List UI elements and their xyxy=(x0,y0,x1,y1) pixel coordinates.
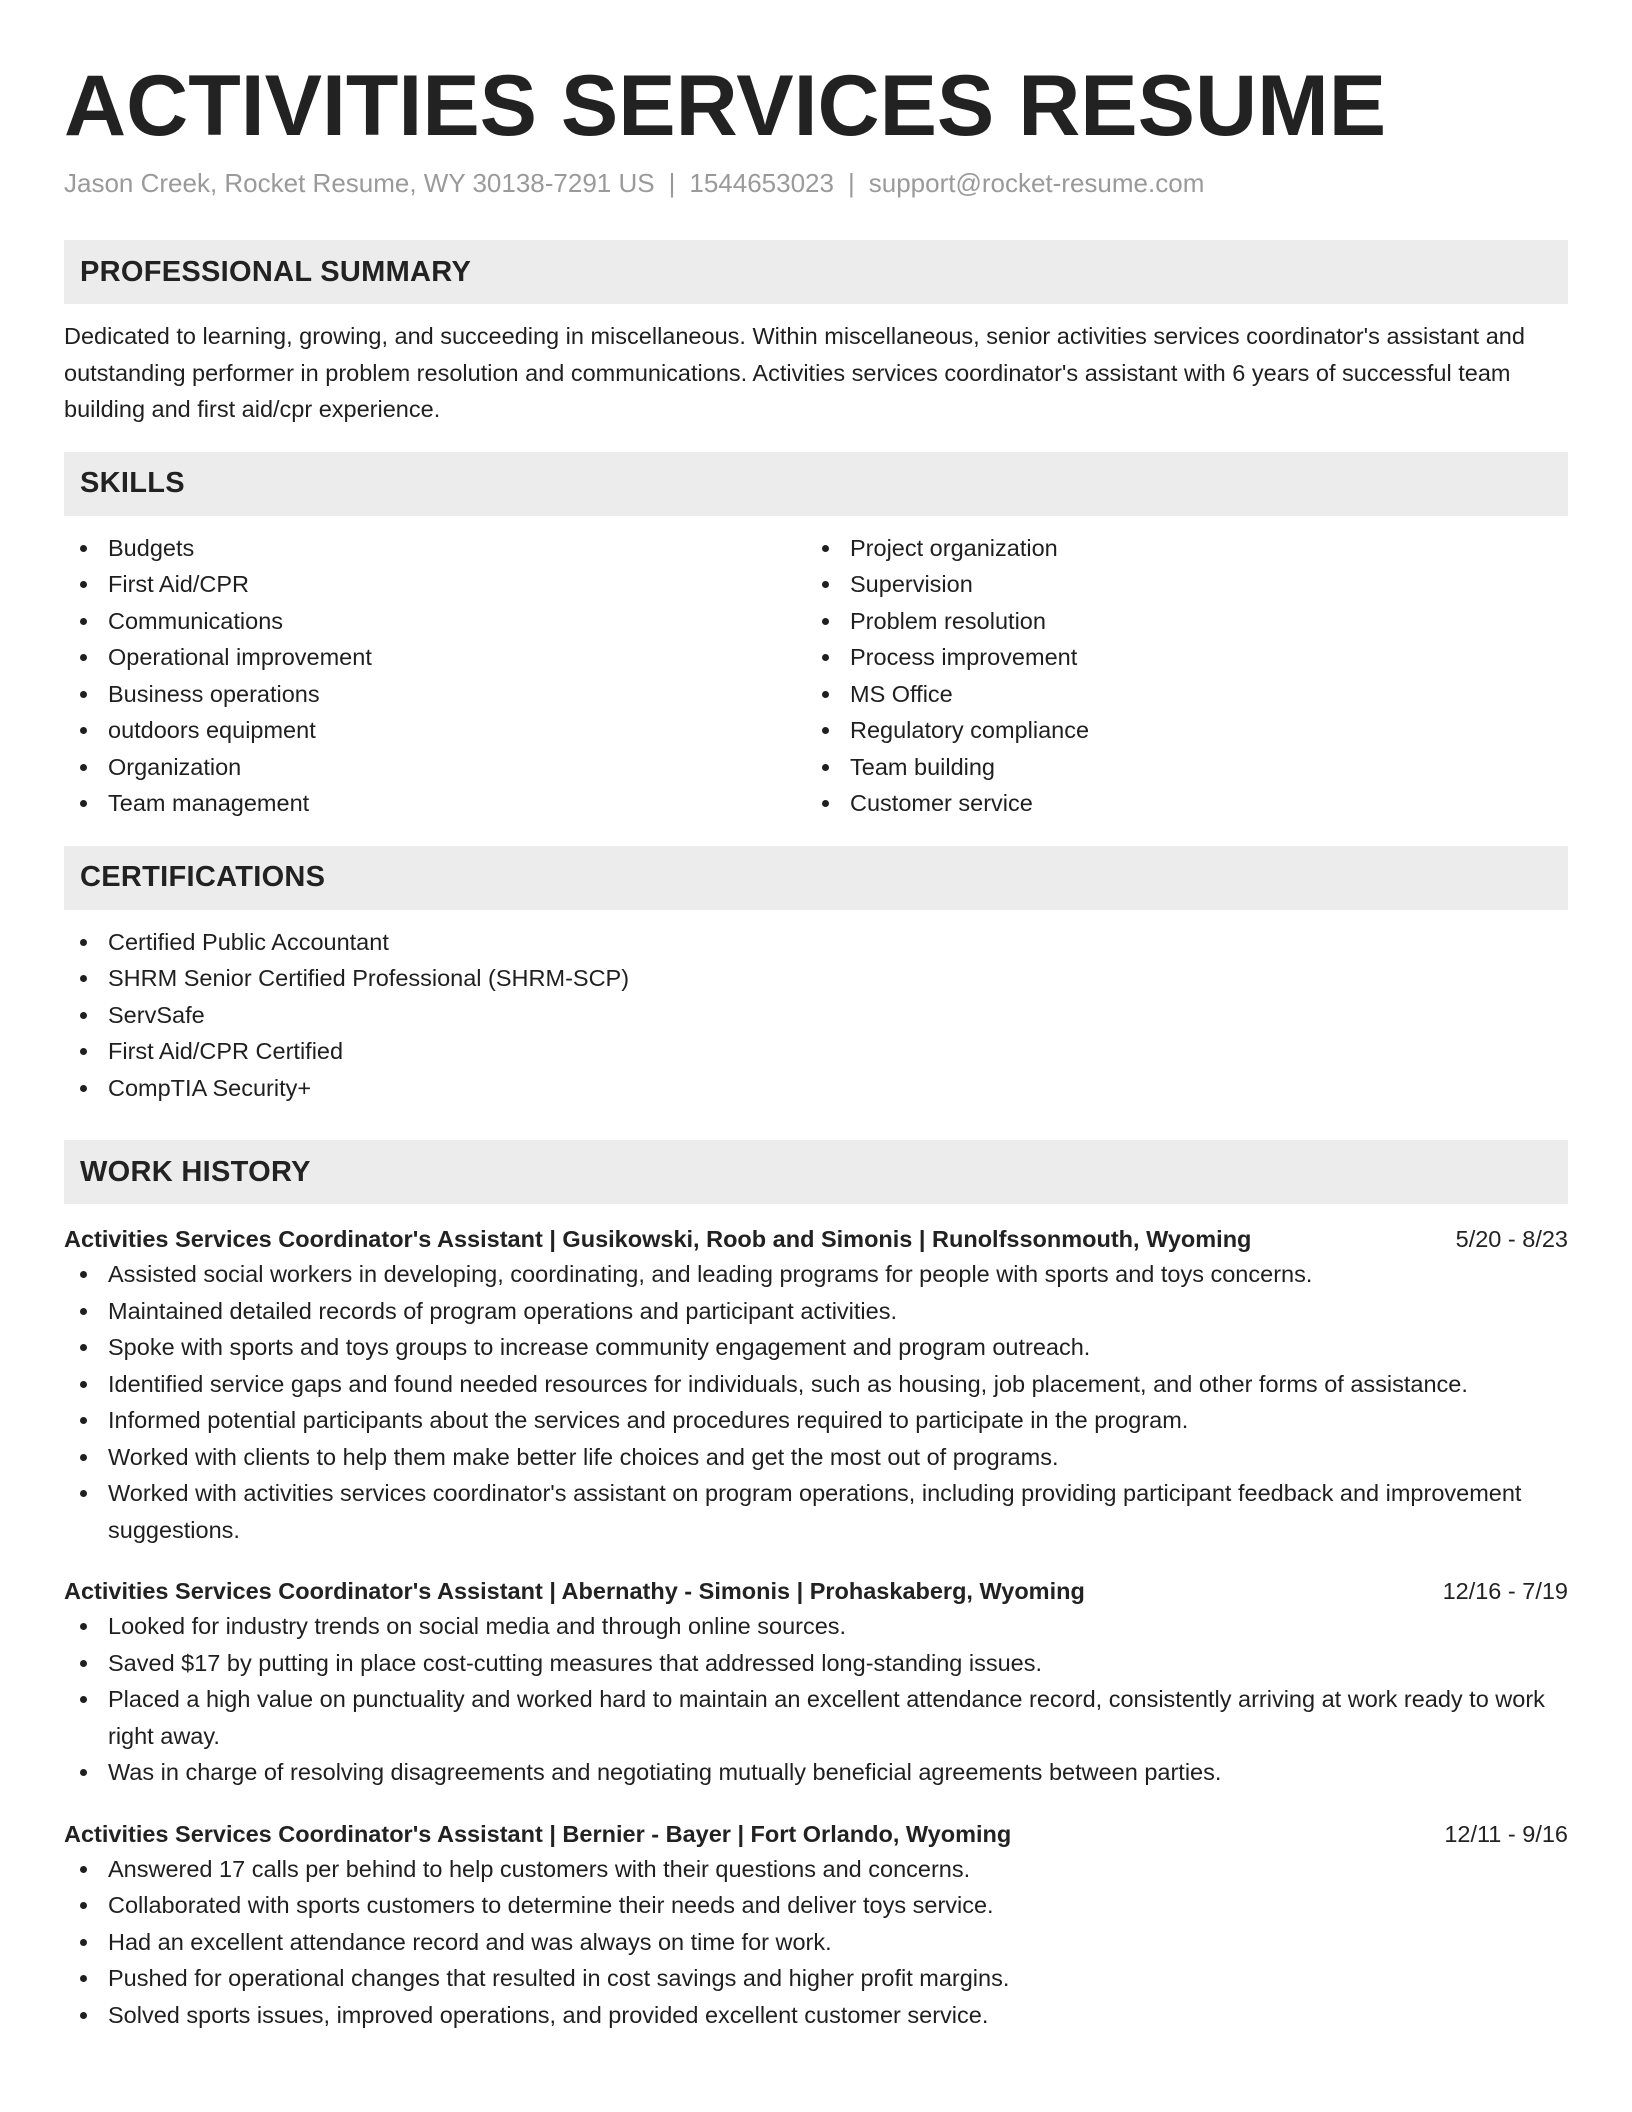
job-bullet: Saved $17 by putting in place cost-cutting measures that addressed long-standing issues. xyxy=(64,1645,1568,1682)
skill-item: Budgets xyxy=(64,530,806,567)
skills-list xyxy=(64,530,1568,822)
job-dates: 12/11 - 9/16 xyxy=(1444,1820,1568,1847)
contact-phone: 1544653023 xyxy=(689,168,834,198)
job-entry xyxy=(64,1817,1568,2034)
contact-email: support@rocket-resume.com xyxy=(868,168,1205,198)
job-bullet: Worked with activities services coordinator's assistant on program operations, including providing participant feedback and improvement suggestions. xyxy=(64,1475,1568,1548)
contact-address: Jason Creek, Rocket Resume, WY 30138-7291 US xyxy=(64,168,655,198)
skill-item: Organization xyxy=(64,749,806,786)
skills-section-header: SKILLS xyxy=(64,452,1568,516)
summary-section-header: PROFESSIONAL SUMMARY xyxy=(64,240,1568,304)
skill-item: Project organization xyxy=(806,530,1548,567)
skill-item: Communications xyxy=(64,603,806,640)
job-bullets xyxy=(64,1256,1568,1548)
job-heading-row xyxy=(64,1222,1568,1256)
skill-item: Business operations xyxy=(64,676,806,713)
certification-item: First Aid/CPR Certified xyxy=(64,1033,1568,1070)
skill-item: Operational improvement xyxy=(64,639,806,676)
job-bullets xyxy=(64,1608,1568,1791)
job-bullet: Pushed for operational changes that resulted in cost savings and higher profit margins. xyxy=(64,1960,1568,1997)
job-bullet: Informed potential participants about the services and procedures required to participate in the program. xyxy=(64,1402,1568,1439)
job-dates: 5/20 - 8/23 xyxy=(1455,1226,1568,1252)
skill-item: Problem resolution xyxy=(806,603,1548,640)
skill-item: Process improvement xyxy=(806,639,1548,676)
skill-item: First Aid/CPR xyxy=(64,566,806,603)
job-bullet: Had an excellent attendance record and was always on time for work. xyxy=(64,1924,1568,1961)
resume-title: ACTIVITIES SERVICES RESUME xyxy=(64,58,1387,154)
job-entry xyxy=(64,1574,1568,1791)
job-bullet: Identified service gaps and found needed resources for individuals, such as housing, job placement, and other forms of assistance. xyxy=(64,1366,1568,1403)
certification-item: CompTIA Security+ xyxy=(64,1070,1568,1107)
job-bullets xyxy=(64,1851,1568,2034)
skill-item: Team management xyxy=(64,785,806,822)
summary-text: Dedicated to learning, growing, and succeeding in miscellaneous. Within miscellaneous, senior activities services coordinator's assistant and outstanding performer in problem resolution and communications. Activities services coordinator's assistant with 6 years of successful team building and first aid/cpr experience. xyxy=(64,323,1525,422)
job-bullet: Spoke with sports and toys groups to increase community engagement and program outreach. xyxy=(64,1329,1568,1366)
certification-item: Certified Public Accountant xyxy=(64,924,1568,961)
skill-item: outdoors equipment xyxy=(64,712,806,749)
skill-item: Supervision xyxy=(806,566,1548,603)
contact-separator: | xyxy=(668,168,676,198)
job-heading: Activities Services Coordinator's Assistant | Gusikowski, Roob and Simonis | Runolfssonmouth, Wyoming xyxy=(64,1226,1252,1252)
skill-item: Customer service xyxy=(806,785,1548,822)
certifications-list xyxy=(64,924,1568,1107)
job-dates: 12/16 - 7/19 xyxy=(1442,1578,1568,1604)
skill-item: Team building xyxy=(806,749,1548,786)
skills-column-right xyxy=(806,530,1548,822)
resume-page xyxy=(64,56,1568,2033)
job-bullet: Placed a high value on punctuality and worked hard to maintain an excellent attendance record, consistently arriving at work ready to work right away. xyxy=(64,1681,1568,1754)
work-history-section-header: WORK HISTORY xyxy=(64,1140,1568,1204)
job-heading: Activities Services Coordinator's Assistant | Abernathy - Simonis | Prohaskaberg, Wyoming xyxy=(64,1578,1085,1604)
job-entry xyxy=(64,1222,1568,1548)
job-bullet: Solved sports issues, improved operations, and provided excellent customer service. xyxy=(64,1997,1568,2034)
certification-item: SHRM Senior Certified Professional (SHRM-SCP) xyxy=(64,960,1568,997)
contact-line xyxy=(64,166,1568,200)
job-bullet: Looked for industry trends on social media and through online sources. xyxy=(64,1608,1568,1645)
skills-column-left xyxy=(64,530,806,822)
certification-item: ServSafe xyxy=(64,997,1568,1034)
skill-item: Regulatory compliance xyxy=(806,712,1548,749)
job-bullet: Worked with clients to help them make better life choices and get the most out of programs. xyxy=(64,1439,1568,1476)
skill-item: MS Office xyxy=(806,676,1548,713)
job-heading: Activities Services Coordinator's Assistant | Bernier - Bayer | Fort Orlando, Wyoming xyxy=(64,1820,1012,1847)
job-bullet: Was in charge of resolving disagreements and negotiating mutually beneficial agreements between parties. xyxy=(64,1754,1568,1791)
job-bullet: Collaborated with sports customers to determine their needs and deliver toys service. xyxy=(64,1887,1568,1924)
job-bullet: Maintained detailed records of program operations and participant activities. xyxy=(64,1293,1568,1330)
job-heading-row xyxy=(64,1817,1568,1851)
job-heading-row xyxy=(64,1574,1568,1608)
job-bullet: Answered 17 calls per behind to help customers with their questions and concerns. xyxy=(64,1851,1568,1888)
certifications-section-header: CERTIFICATIONS xyxy=(64,846,1568,910)
contact-separator: | xyxy=(847,168,855,198)
job-bullet: Assisted social workers in developing, coordinating, and leading programs for people with sports and toys concerns. xyxy=(64,1256,1568,1293)
